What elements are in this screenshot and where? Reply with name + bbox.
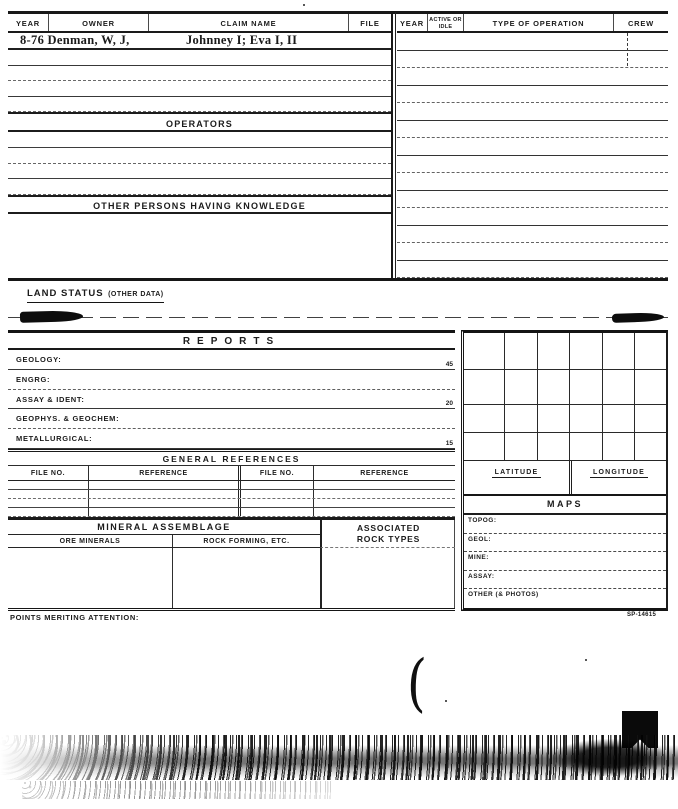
header-cell-crew: CREW — [613, 14, 668, 31]
longitude-label: LONGITUDE — [590, 469, 648, 478]
blank-row — [8, 66, 391, 82]
grid-line — [602, 333, 603, 460]
reports-title: REPORTS — [8, 333, 455, 350]
header-cell-owner: OWNER — [48, 14, 148, 31]
blank-row — [397, 208, 668, 226]
blank-row — [8, 481, 455, 490]
header-cell-file-no: FILE NO. — [30, 469, 66, 477]
grid-line — [464, 369, 666, 370]
mineral-assemblage-title: MINERAL ASSEMBLAGE — [8, 520, 320, 535]
blank-row — [8, 164, 391, 180]
header-cell-type-of-operation: TYPE OF OPERATION — [463, 14, 613, 31]
blank-row — [8, 499, 455, 508]
blank-row — [8, 97, 391, 113]
lat-long-row — [464, 461, 666, 494]
grid-line — [569, 333, 570, 460]
latitude-box — [464, 461, 569, 494]
mineral-assemblage-section — [8, 520, 455, 608]
tables-bottom-rule — [8, 278, 668, 281]
rock-forming-label: ROCK FORMING, ETC. — [172, 535, 320, 547]
column-rule — [320, 548, 322, 608]
blank-row — [397, 86, 668, 104]
report-label: GEOLOGY: — [16, 355, 62, 364]
mineral-assemblage-subheader — [8, 535, 320, 548]
coordinate-grid — [464, 333, 666, 461]
handwritten-paren-mark: ( — [405, 646, 428, 720]
map-row-geol: GEOL: — [464, 534, 666, 553]
blank-row — [8, 179, 391, 195]
claim-entry-row — [8, 33, 391, 50]
claims-table — [8, 14, 391, 278]
blank-row — [397, 103, 668, 121]
scan-smudge-line — [22, 781, 332, 799]
blank-row — [397, 156, 668, 174]
header-cell-file: FILE — [348, 14, 391, 31]
associated-rock-types-label — [320, 520, 455, 548]
blank-row — [8, 50, 391, 66]
location-maps-panel — [461, 330, 668, 611]
blank-row — [397, 173, 668, 191]
redaction-blob-left — [20, 310, 83, 323]
general-references-header — [8, 466, 455, 481]
blank-area — [8, 214, 391, 278]
report-row-engrg — [8, 370, 455, 390]
operators-band: OPERATORS — [8, 112, 391, 132]
header-cell-active-or-idle: ACTIVE OR IDLE — [427, 14, 463, 31]
claim-entry-claim-name: Johnney I; Eva I, II — [186, 33, 298, 47]
scan-speck — [445, 700, 447, 702]
maps-title: MAPS — [464, 496, 666, 515]
land-status-title: LAND STATUS — [27, 288, 104, 299]
redaction-rule — [8, 317, 668, 318]
column-rule — [172, 548, 173, 608]
grid-line — [464, 432, 666, 433]
points-meriting-attention-label: POINTS MERITING ATTENTION: — [10, 613, 139, 622]
grid-line — [634, 333, 635, 460]
report-row-geology — [8, 350, 455, 370]
blank-row — [8, 490, 455, 499]
grid-line — [464, 404, 666, 405]
report-label: GEOPHYS. & GEOCHEM: — [16, 414, 120, 424]
blank-row — [8, 132, 391, 148]
blank-row — [8, 508, 455, 517]
ore-minerals-label: ORE MINERALS — [59, 537, 121, 545]
report-page-number: 20 — [445, 400, 453, 408]
scan-speck — [303, 4, 305, 6]
header-cell-claim-name: CLAIM NAME — [148, 14, 348, 31]
report-row-metallurgical — [8, 429, 455, 449]
latitude-label: LATITUDE — [492, 469, 542, 478]
blank-row — [397, 191, 668, 209]
associated-line1: ASSOCIATED — [356, 522, 421, 533]
blank-row — [397, 243, 668, 261]
report-page-number: 15 — [445, 439, 453, 447]
header-cell-reference: REFERENCE — [313, 466, 455, 480]
map-row-topog: TOPOG: — [464, 515, 666, 534]
blank-row — [8, 148, 391, 164]
report-label: METALLURGICAL: — [16, 434, 93, 444]
crew-column-tick — [627, 33, 628, 66]
blank-row — [8, 81, 391, 97]
reports-section — [8, 330, 455, 611]
blank-row — [397, 226, 668, 244]
table-divider-rule — [391, 12, 396, 281]
report-page-number: 45 — [445, 360, 453, 368]
other-persons-band: OTHER PERSONS HAVING KNOWLEDGE — [8, 195, 391, 214]
map-row-assay: ASSAY: — [464, 571, 666, 590]
header-cell-year: YEAR — [15, 19, 41, 28]
redaction-blob-right — [612, 312, 664, 323]
report-label: ENGRG: — [16, 374, 51, 384]
blank-row — [397, 138, 668, 156]
report-row-assay — [8, 390, 455, 410]
scan-speck — [585, 659, 587, 661]
blank-row — [397, 121, 668, 139]
claim-entry-year-owner: 8-76 Denman, W, J, — [20, 33, 130, 47]
general-references-title: GENERAL REFERENCES — [8, 452, 455, 466]
land-status-subtitle: (OTHER DATA) — [108, 291, 164, 298]
header-cell-file-no: FILE NO. — [238, 466, 313, 480]
operations-table-header — [397, 14, 668, 33]
associated-line2: ROCK TYPES — [356, 533, 421, 544]
section-bottom-rule — [8, 608, 455, 611]
claims-table-header — [8, 14, 391, 33]
scan-smudge-dark-blob — [552, 739, 667, 776]
grid-line — [537, 333, 538, 460]
blank-row — [397, 261, 668, 279]
header-cell-year: YEAR — [399, 19, 425, 28]
blank-row — [397, 68, 668, 86]
map-row-other-photos: OTHER (& PHOTOS) — [468, 591, 539, 599]
header-cell-reference: REFERENCE — [88, 466, 238, 480]
land-status-label — [27, 283, 164, 303]
report-label: ASSAY & IDENT: — [16, 394, 85, 404]
form-code: SP-14615 — [627, 612, 657, 618]
longitude-box — [569, 461, 666, 494]
report-row-geophys — [8, 409, 455, 429]
map-row-mine: MINE: — [464, 552, 666, 571]
grid-line — [504, 333, 505, 460]
